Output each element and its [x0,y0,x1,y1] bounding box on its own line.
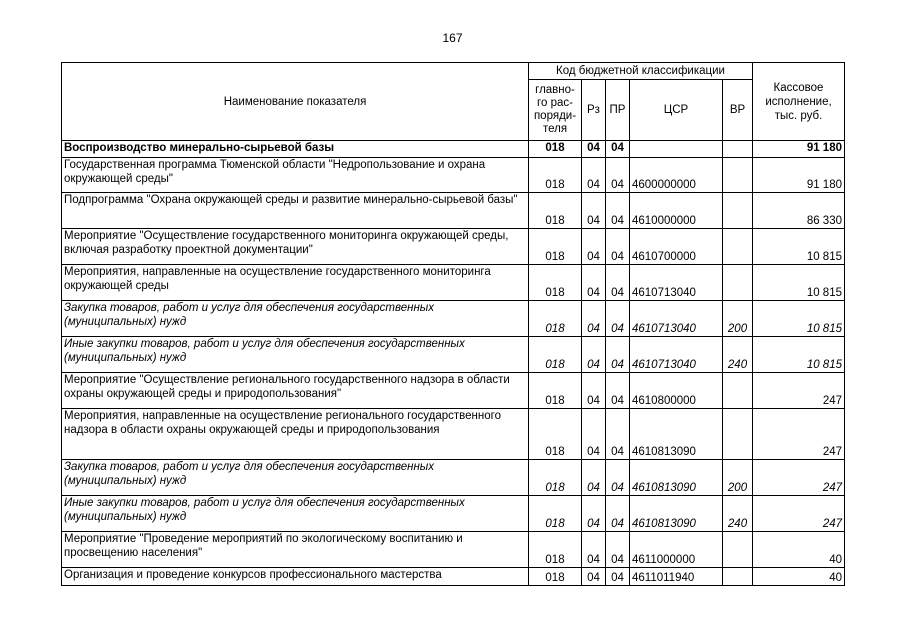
row-amount: 247 [753,373,845,409]
row-vr [723,409,753,460]
row-csr: 4610813090 [630,409,723,460]
table-row [62,532,845,568]
row-name: Государственная программа Тюменской области "Недропользование и охрана окружающей среды" [62,158,529,193]
row-grbs: 018 [529,568,582,586]
row-name: Мероприятие "Осуществление государственного мониторинга окружающей среды, включая разработку проектной документации" [62,229,529,265]
header-amount: Кассовое исполнение, тыс. руб. [753,63,845,141]
row-csr: 4610713040 [630,301,723,337]
row-amount: 91 180 [753,158,845,193]
header-csr: ЦСР [630,80,723,141]
row-amount: 247 [753,409,845,460]
row-name: Закупка товаров, работ и услуг для обеспечения государственных (муниципальных) нужд [62,460,529,496]
row-name: Иные закупки товаров, работ и услуг для обеспечения государственных (муниципальных) нужд [62,496,529,532]
row-rz: 04 [582,141,606,158]
row-amount: 247 [753,496,845,532]
row-pr: 04 [606,496,630,532]
row-pr: 04 [606,532,630,568]
row-vr [723,568,753,586]
row-amount: 10 815 [753,337,845,373]
table-row [62,229,845,265]
row-pr: 04 [606,193,630,229]
row-csr: 4610800000 [630,373,723,409]
row-vr: 200 [723,460,753,496]
row-amount: 86 330 [753,193,845,229]
row-amount: 247 [753,460,845,496]
row-csr: 4611000000 [630,532,723,568]
row-name: Закупка товаров, работ и услуг для обеспечения государственных (муниципальных) нужд [62,301,529,337]
row-amount: 91 180 [753,141,845,158]
row-pr: 04 [606,265,630,301]
row-amount: 10 815 [753,301,845,337]
row-csr [630,141,723,158]
row-pr: 04 [606,141,630,158]
row-csr: 4610813090 [630,496,723,532]
row-pr: 04 [606,568,630,586]
row-pr: 04 [606,409,630,460]
header-vr: ВР [723,80,753,141]
row-csr: 4610700000 [630,229,723,265]
row-pr: 04 [606,158,630,193]
row-rz: 04 [582,193,606,229]
row-rz: 04 [582,532,606,568]
row-name: Воспроизводство минерально-сырьевой базы [62,141,529,158]
row-csr: 4610713040 [630,337,723,373]
table-row [62,265,845,301]
row-name: Мероприятия, направленные на осуществление регионального государственного надзора в области охраны окружающей среды и природопользования [62,409,529,460]
table-row [62,373,845,409]
row-amount: 10 815 [753,229,845,265]
table-row [62,496,845,532]
table-row [62,460,845,496]
row-rz: 04 [582,337,606,373]
row-pr: 04 [606,337,630,373]
row-grbs: 018 [529,337,582,373]
row-pr: 04 [606,229,630,265]
row-csr: 4610713040 [630,265,723,301]
header-code-group: Код бюджетной классификации [529,63,753,80]
row-name: Иные закупки товаров, работ и услуг для обеспечения государственных (муниципальных) нужд [62,337,529,373]
row-rz: 04 [582,229,606,265]
row-csr: 4610000000 [630,193,723,229]
row-grbs: 018 [529,532,582,568]
row-rz: 04 [582,460,606,496]
row-vr [723,141,753,158]
table-row [62,409,845,460]
row-vr [723,193,753,229]
table-row [62,158,845,193]
row-name: Организация и проведение конкурсов профессионального мастерства [62,568,529,586]
row-name: Мероприятия, направленные на осуществление государственного мониторинга окружающей среды [62,265,529,301]
table-row [62,337,845,373]
header-main-admin: главно-го рас-поряди-теля [529,80,582,141]
row-vr [723,158,753,193]
row-vr [723,373,753,409]
row-name: Мероприятие "Проведение мероприятий по экологическому воспитанию и просвещению населения" [62,532,529,568]
row-grbs: 018 [529,409,582,460]
row-vr: 240 [723,337,753,373]
table-row [62,193,845,229]
row-grbs: 018 [529,496,582,532]
row-name: Подпрограмма "Охрана окружающей среды и развитие минерально-сырьевой базы" [62,193,529,229]
row-rz: 04 [582,158,606,193]
row-csr: 4611011940 [630,568,723,586]
header-rz: Рз [582,80,606,141]
row-grbs: 018 [529,460,582,496]
row-rz: 04 [582,409,606,460]
table-row [62,301,845,337]
row-vr: 240 [723,496,753,532]
row-grbs: 018 [529,373,582,409]
row-pr: 04 [606,460,630,496]
row-grbs: 018 [529,229,582,265]
table-row [62,568,845,586]
row-grbs: 018 [529,265,582,301]
row-grbs: 018 [529,141,582,158]
row-amount: 40 [753,568,845,586]
table-row [62,141,845,158]
row-vr: 200 [723,301,753,337]
row-pr: 04 [606,373,630,409]
row-name: Мероприятие "Осуществление регионального государственного надзора в области охраны окружающей среды и природопользования" [62,373,529,409]
row-rz: 04 [582,301,606,337]
row-amount: 10 815 [753,265,845,301]
row-rz: 04 [582,265,606,301]
header-pr: ПР [606,80,630,141]
row-grbs: 018 [529,301,582,337]
row-rz: 04 [582,568,606,586]
row-grbs: 018 [529,193,582,229]
row-vr [723,229,753,265]
header-name: Наименование показателя [62,63,529,141]
row-pr: 04 [606,301,630,337]
page-number: 167 [442,31,463,45]
budget-table [61,62,845,586]
row-rz: 04 [582,496,606,532]
row-vr [723,265,753,301]
row-grbs: 018 [529,158,582,193]
row-csr: 4610813090 [630,460,723,496]
row-vr [723,532,753,568]
row-rz: 04 [582,373,606,409]
row-csr: 4600000000 [630,158,723,193]
row-amount: 40 [753,532,845,568]
